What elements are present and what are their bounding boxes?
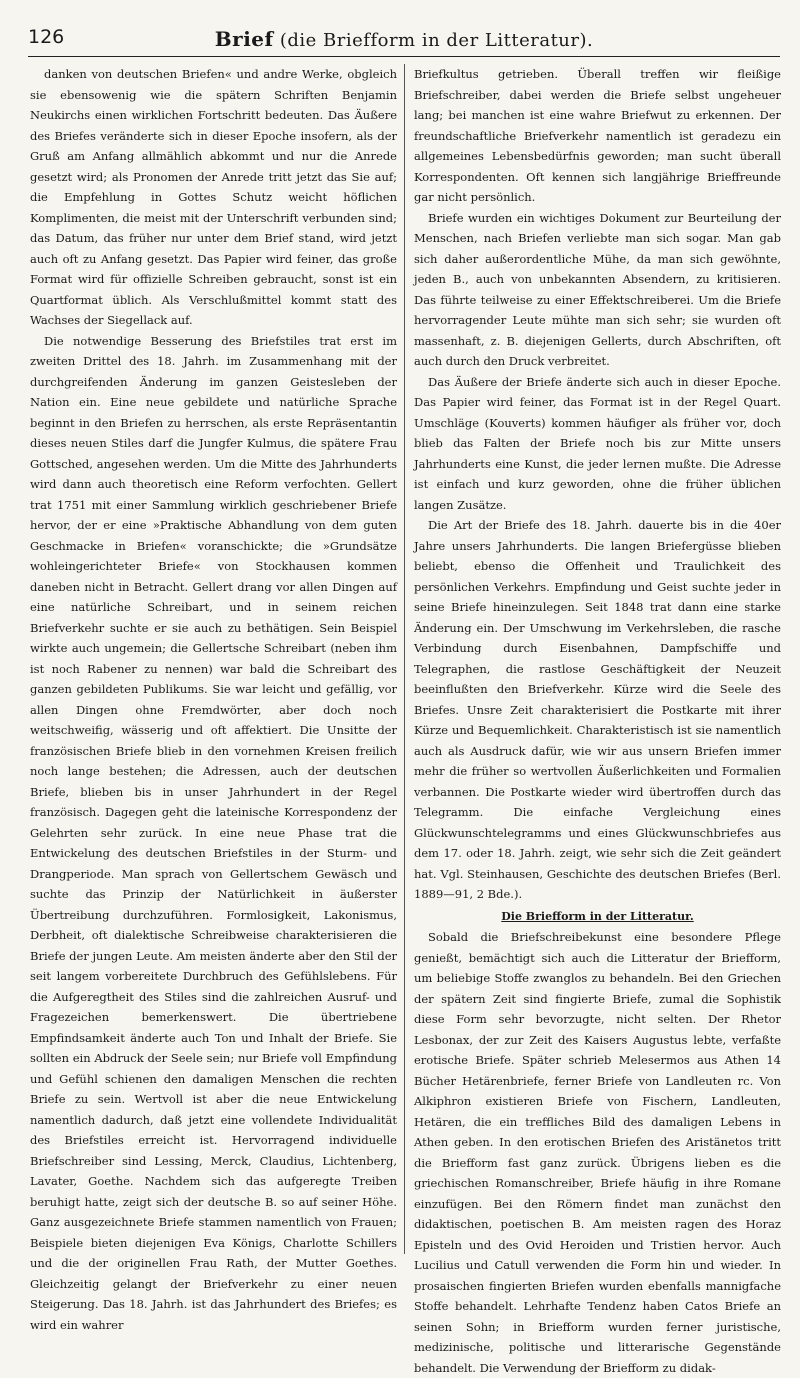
running-header xyxy=(28,22,780,57)
paragraph: Briefe wurden ein wichtiges Dokument zur Beurteilung der Menschen, nach Briefen verliebte man sich sogar. Man gab sich daher außerordentliche Mühe, da man sich gewöhnte, jeden B., auch von unbekannten Absendern, zu kritisieren. Das führte teilweise zu einer Effektschreiberei. Um die Briefe hervorragender Leute mühte man sich sehr; sie wurden oft massenhaft, z. B. diejenigen Gellerts, durch Abschriften, oft auch durch den Druck verbreitet. xyxy=(414,210,781,368)
paragraph: Die notwendige Besserung des Briefstiles trat erst im zweiten Drittel des 18. Jahrh. im Zusammenhang mit der durchgreifenden Änderung im ganzen Geistesleben der Nation ein. Eine neue gebildete und natürliche Sprache beginnt in den Briefen zu herrschen, als erste Repräsentantin dieses neuen Stiles darf die Jungfer Kulmus, die spätere Frau Gottsched, angesehen werden. Um die Mitte des Jahrhunderts wird dann auch theoretisch eine Reform verfochten. Gellert trat 1751 mit einer Sammlung wirklich geschriebener Briefe hervor, der er eine »Praktische Abhandlung von dem guten Geschmacke in Briefen« voranschickte; die »Grundsätze wohleingerichteter Briefe« von Stockhausen kommen daneben nicht in Betracht. Gellert drang vor allen Dingen auf eine natürliche Schreibart, und in seinem reichen Briefverkehr suchte er sie auch zu bethätigen. Sein Beispiel wirkte auch ungemein; die Gellertsche Schreibart (neben ihm ist noch Rabener zu nennen) war bald die Schreibart des ganzen gebildeten Publikums. Sie war leicht und gefällig, vor allen Dingen ohne Fremdwörter, aber doch noch weitschweifig, wässerig und oft affektiert. Die Unsitte der französischen Briefe blieb in den vornehmen Kreisen freilich noch lange bestehen; die Adressen, auch der deutschen Briefe, blieben bis in unser Jahrhundert in der Regel französisch. Dagegen geht die lateinische Korrespondenz der Gelehrten sehr zurück. In eine neue Phase trat die Entwickelung des deutschen Briefstiles in der Sturm- und Drangperiode. Man sprach von Gellertschem Gewäsch und suchte das Prinzip der Natürlichkeit in äußerster Übertreibung durchzuführen. Formlosigkeit, Lakonismus, Derbheit, oft dialektische Schreibweise charakterisieren die Briefe der jungen Leute. Am meisten änderte aber den Stil der seit langem vorbereitete Durchbruch des Gefühlslebens. Für die Aufgeregtheit des Stiles sind die zahlreichen Ausruf- und Fragezeichen bemerkenswert. Die übertriebene Empfindsamkeit änderte auch Ton und Inhalt der Briefe. Sie sollten ein Abdruck der Seele sein; nur Briefe voll Empfindung und Gefühl schienen den damaligen Menschen die rechten Briefe zu sein. Wertvoll ist aber die neue Entwickelung namentlich dadurch, daß jetzt eine vollendete Individualität des Briefstiles erreicht ist. Hervorragend individuelle Briefschreiber sind Lessing, Merck, Claudius, Lichtenberg, Lavater, Goethe. Nachdem sich das aufgeregte Treiben beruhigt hatte, zeigt sich der deutsche B. so auf seiner Höhe. Ganz ausgezeichnete Briefe stammen namentlich von Frauen; Beispiele bieten diejenigen Eva Königs, Charlotte Schillers und die der originellen Frau Rath, der Mutter Goethes. Gleichzeitig gelangt der Briefverkehr zu einer neuen Steigerung. Das 18. Jahrh. ist das Jahrhundert des Briefes; es wird ein wahrer xyxy=(30,333,397,1332)
running-title xyxy=(28,27,780,51)
right-column xyxy=(414,64,781,1375)
paragraph: Briefkultus getrieben. Überall treffen wir fleißige Briefschreiber, dabei werden die Briefe selbst ungeheuer lang; bei manchen ist eine wahre Briefwut zu erkennen. Der freundschaftliche Briefverkehr namentlich ist geradezu ein allgemeines Lebensbedürfnis geworden; man sucht überall Korrespondenten. Oft kennen sich langjährige Brieffreunde gar nicht persönlich. xyxy=(414,67,781,204)
section-heading: Die Briefform in der Litteratur. xyxy=(501,909,694,923)
paragraph: Sobald die Briefschreibekunst eine besondere Pflege genießt, bemächtigt sich auch die Litteratur der Briefform, um beliebige Stoffe zwanglos zu behandeln. Bei den Griechen der spätern Zeit sind fingierte Briefe, zumal die Sophistik diese Form sehr bevorzugte, nicht selten. Der Rhetor Lesbonax, der zur Zeit des Kaisers Augustus lebte, verfaßte erotische Briefe. Später schrieb Melesermos aus Athen 14 Bücher Hetärenbriefe, ferner Briefe von Landleuten rc. Von Alkiphron existieren Briefe von Fischern, Landleuten, Hetären, die ein treffliches Bild des damaligen Lebens in Athen geben. In den erotischen Briefen des Aristänetos tritt die Briefform fast ganz zurück. Übrigens lieben es die griechischen Romanschreiber, Briefe häufig in ihre Romane einzufügen. Bei den Römern findet man zunächst den didaktischen, poetischen B. Am meisten ragen des Horaz Episteln und des Ovid Heroiden und Tristien hervor. Auch Lucilius und Catull verwenden die Form hin und wieder. In prosaischen fingierten Briefen wurden ebenfalls mannigfache Stoffe behandelt. Lehrhafte Tendenz haben Catos Briefe an seinen Sohn; in Briefform wurden ferner juristische, medizinische, politische und litterarische Gegenstände behandelt. Die Verwendung der Briefform zu didak- xyxy=(414,930,781,1375)
left-column xyxy=(30,64,397,1332)
paragraph: danken von deutschen Briefen« und andre Werke, obgleich sie ebensowenig wie die spätern Schriften Benjamin Neukirchs einen wirklichen Fortschritt bedeuten. Das Äußere des Briefes veränderte sich in dieser Epoche insofern, als der Gruß am Anfang allmählich abkommt und nur die Anrede gesetzt wird; als Pronomen der Anrede tritt jetzt das Sie auf; die Empfehlung in Gottes Schutz weicht höflichen Komplimenten, die meist mit der Unterschrift verbunden sind; das Datum, das früher nur unter dem Brief stand, wird jetzt auch oft zu Anfang gesetzt. Das Papier wird feiner, das große Format wird für offizielle Schreiben gebraucht, sonst ist ein Quartformat üblich. Als Verschlußmittel kommt statt des Wachses der Siegellack auf. xyxy=(30,67,397,327)
paragraph: Die Art der Briefe des 18. Jahrh. dauerte bis in die 40er Jahre unsers Jahrhunderts. Die langen Briefergüsse blieben beliebt, ebenso die Offenheit und Traulichkeit des persönlichen Verkehrs. Empfindung und Geist suchte jeder in seine Briefe hineinzulegen. Seit 1848 trat dann eine starke Änderung ein. Der Umschwung im Verkehrsleben, die rasche Verbindung durch Eisenbahnen, Dampfschiffe und Telegraphen, die rastlose Geschäftigkeit der Neuzeit beeinflußten den Briefverkehr. Kürze wird die Seele des Briefes. Unsre Zeit charakterisiert die Postkarte mit ihrer Kürze und Bequemlichkeit. Charakteristisch ist sie namentlich auch als Ausdruck dafür, wie wir aus unsern Briefen immer mehr die früher so wertvollen Äußerlichkeiten und Formalien verbannen. Die Postkarte wieder wird übertroffen durch das Telegramm. Die einfache Vergleichung eines Glückwunschtelegramms und eines Glückwunschbriefes aus dem 17. oder 18. Jahrh. zeigt, wie sehr sich die Zeit geändert hat. Vgl. Steinhausen, Geschichte des deutschen Briefes (Berl. 1889—91, 2 Bde.). xyxy=(414,518,781,901)
page-number: 126 xyxy=(28,26,65,48)
paragraph: Das Äußere der Briefe änderte sich auch in dieser Epoche. Das Papier wird feiner, das Format ist in der Regel Quart. Umschläge (Kouverts) kommen häufiger als früher vor, doch blieb das Falten der Briefe noch bis zur Mitte unsers Jahrhunderts eine Kunst, die jeder lernen mußte. Die Adresse ist einfach und kurz geworden, ohne die früher üblichen langen Zusätze. xyxy=(414,374,781,512)
running-title-main: Brief xyxy=(214,27,274,51)
running-title-sub: (die Briefform in der Litteratur). xyxy=(279,30,594,51)
column-divider xyxy=(404,64,405,1254)
